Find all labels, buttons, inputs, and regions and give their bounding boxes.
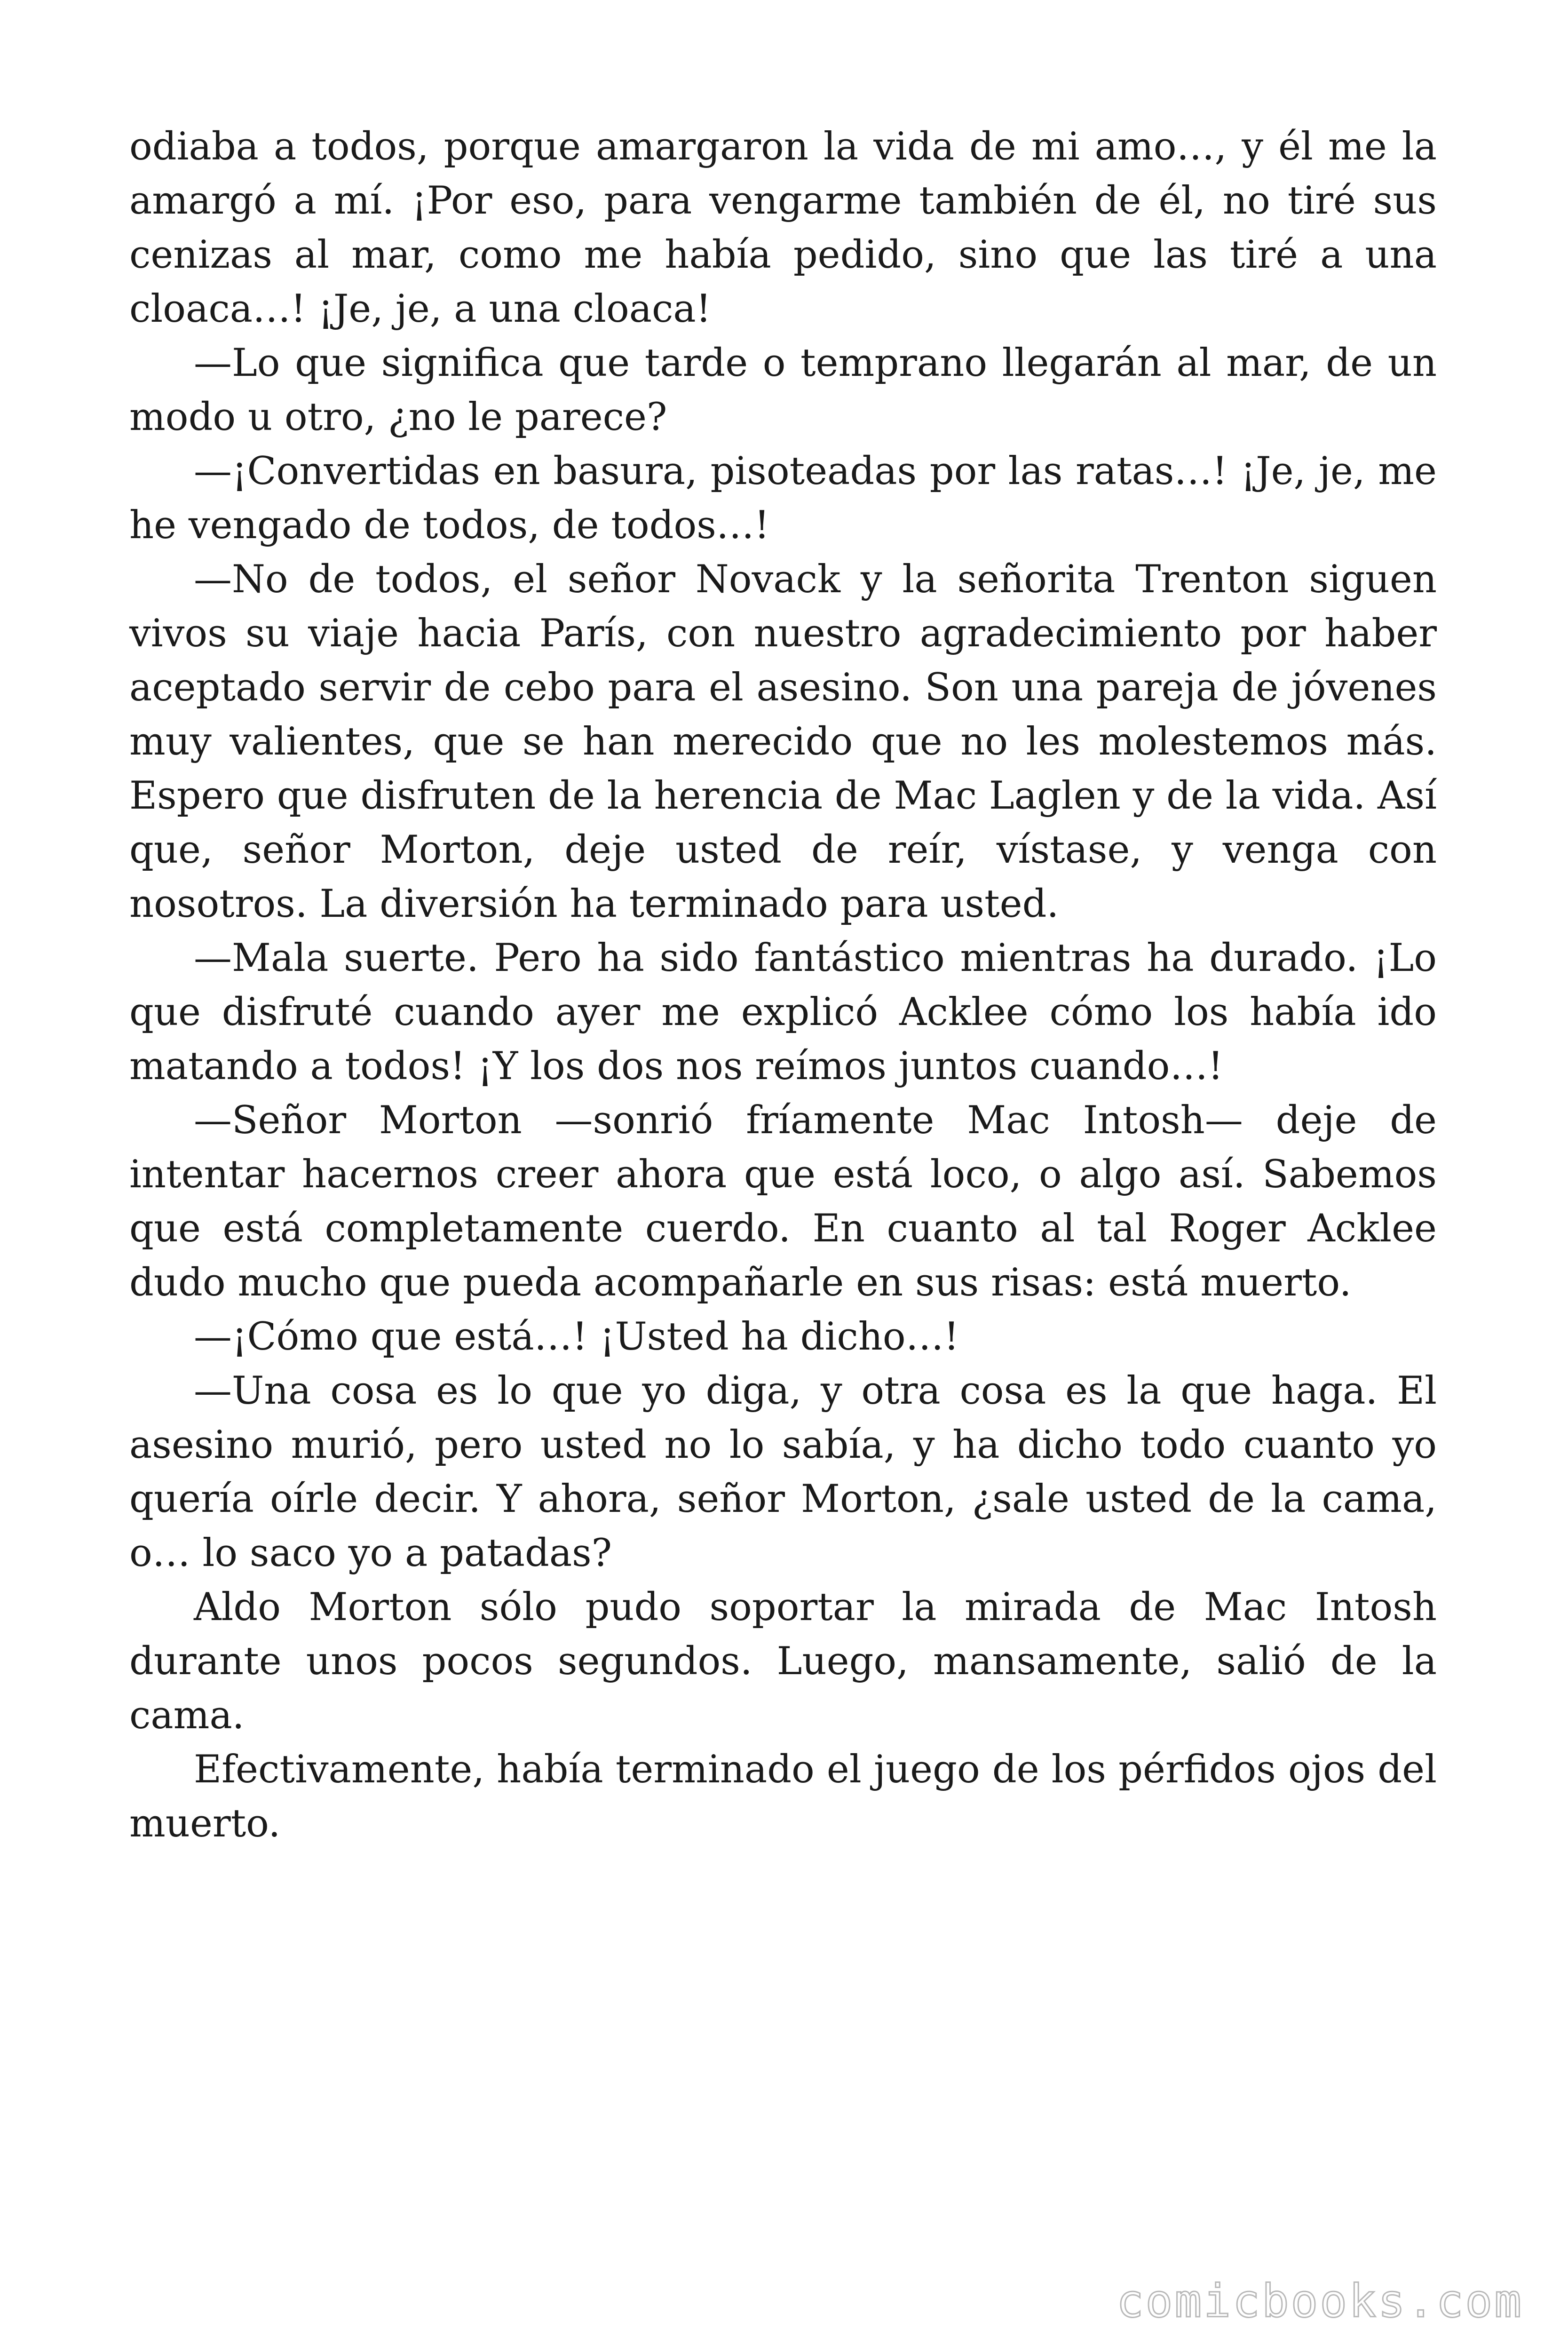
paragraph-1: odiaba a todos, porque amargaron la vida de mi amo…, y él me la amargó a mí. ¡Por eso, para vengarme también de él, no tiré sus cenizas al mar, como me había pedido, sino que las tiré a una cloaca…! ¡Je, je, a una cloaca! bbox=[129, 125, 1437, 331]
watermark: comicbooks.com bbox=[1116, 2275, 1523, 2328]
paragraph-3: —¡Convertidas en basura, pisoteadas por las ratas…! ¡Je, je, me he vengado de todos, de todos…! bbox=[129, 449, 1437, 548]
paragraph-6: —Señor Morton —sonrió fríamente Mac Intosh— deje de intentar hacernos creer ahora que está loco, o algo así. Sabemos que está completamente cuerdo. En cuanto al tal Roger Acklee dudo mucho que pueda acompañarle en sus risas: está muerto. bbox=[129, 1098, 1437, 1305]
paragraph-4: —No de todos, el señor Novack y la señorita Trenton siguen vivos su viaje hacia París, con nuestro agradecimiento por haber aceptado servir de cebo para el asesino. Son una pareja de jóvenes muy valientes, que se han merecido que no les molestemos más. Espero que disfruten de la herencia de Mac Laglen y de la vida. Así que, señor Morton, deje usted de reír, vístase, y venga con nosotros. La diversión ha terminado para usted. bbox=[129, 557, 1437, 926]
paragraph-8: —Una cosa es lo que yo diga, y otra cosa es la que haga. El asesino murió, pero usted no lo sabía, y ha dicho todo cuanto yo quería oírle decir. Y ahora, señor Morton, ¿sale usted de la cama, o… lo saco yo a patadas? bbox=[129, 1369, 1437, 1575]
paragraph-5: —Mala suerte. Pero ha sido fantástico mientras ha durado. ¡Lo que disfruté cuando ayer me explicó Acklee cómo los había ido matando a todos! ¡Y los dos nos reímos juntos cuando…! bbox=[129, 936, 1437, 1089]
paragraph-10: Efectivamente, había terminado el juego de los pérfidos ojos del muerto. bbox=[129, 1748, 1437, 1846]
paragraph-7: —¡Cómo que está…! ¡Usted ha dicho…! bbox=[194, 1315, 959, 1359]
page-body bbox=[129, 120, 1437, 1851]
paragraph-9: Aldo Morton sólo pudo soportar la mirada de Mac Intosh durante unos pocos segundos. Luego, mansamente, salió de la cama. bbox=[129, 1585, 1437, 1738]
paragraph-2: —Lo que significa que tarde o temprano llegarán al mar, de un modo u otro, ¿no le parece? bbox=[129, 341, 1437, 439]
